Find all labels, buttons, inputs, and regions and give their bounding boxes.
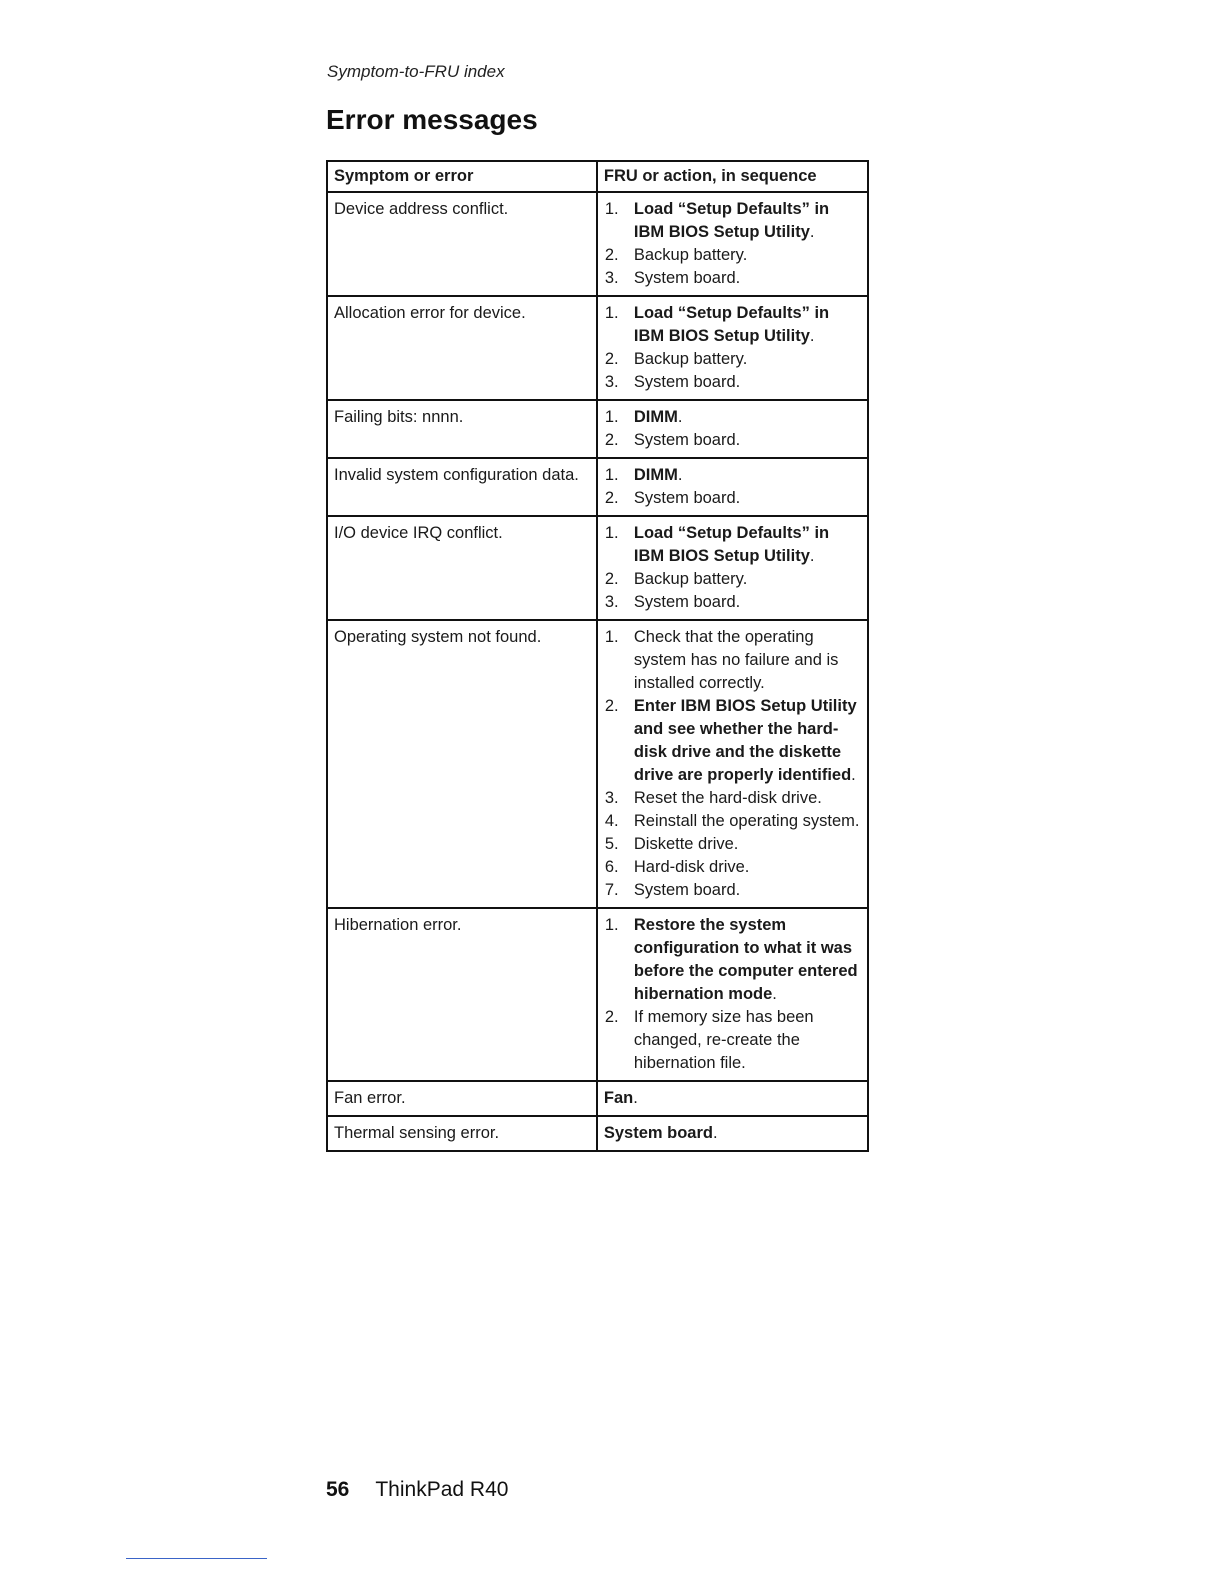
step-text: If memory size has been changed, re-create the hibernation file. — [633, 1008, 814, 1072]
step-text: System board. — [633, 431, 741, 449]
action-step — [604, 1006, 861, 1075]
action-text: Fan — [603, 1089, 634, 1107]
step-number: 7. — [604, 881, 619, 899]
product-name: ThinkPad R40 — [375, 1478, 509, 1501]
action-step — [604, 302, 861, 348]
action-tail: . — [712, 1124, 718, 1142]
action-text: System board — [603, 1124, 713, 1142]
step-text: Load “Setup Defaults” in IBM BIOS Setup Utility — [633, 304, 830, 345]
action-cell — [597, 400, 868, 458]
action-cell — [597, 908, 868, 1081]
step-text: System board. — [633, 593, 741, 611]
page-number: 56 — [326, 1478, 350, 1501]
step-text: DIMM — [633, 466, 678, 484]
step-number: 6. — [604, 858, 619, 876]
step-number: 3. — [604, 269, 619, 287]
action-tail: . — [633, 1089, 638, 1107]
action-cell — [597, 516, 868, 620]
table-row — [327, 908, 868, 1081]
symptom-cell: Thermal sensing error. — [327, 1116, 597, 1151]
symptom-cell: Device address conflict. — [327, 192, 597, 296]
action-steps — [604, 626, 861, 902]
step-number: 2. — [604, 246, 619, 264]
step-text: Backup battery. — [633, 246, 748, 264]
action-step — [604, 267, 861, 290]
table-row — [327, 458, 868, 516]
step-text: Enter IBM BIOS Setup Utility and see whether the hard-disk drive and the diskette drive are properly identified — [633, 697, 857, 784]
step-tail: . — [809, 327, 815, 345]
action-step — [604, 856, 861, 879]
step-number: 2. — [604, 489, 619, 507]
symptom-cell: Invalid system configuration data. — [327, 458, 597, 516]
column-header-symptom: Symptom or error — [327, 161, 597, 192]
step-number: 1. — [604, 524, 619, 542]
step-number: 1. — [604, 628, 619, 646]
table-body — [327, 192, 868, 1151]
symptom-cell: Operating system not found. — [327, 620, 597, 908]
step-number: 5. — [604, 835, 619, 853]
step-text: Reset the hard-disk drive. — [633, 789, 822, 807]
step-number: 2. — [604, 431, 619, 449]
action-cell — [597, 620, 868, 908]
step-number: 1. — [604, 200, 619, 218]
action-steps — [604, 302, 861, 394]
step-tail: . — [677, 408, 683, 426]
step-text: Load “Setup Defaults” in IBM BIOS Setup Utility — [633, 200, 830, 241]
action-step — [604, 487, 861, 510]
action-step — [604, 879, 861, 902]
action-steps — [604, 198, 861, 290]
action-step — [604, 626, 861, 695]
action-step — [604, 833, 861, 856]
symptom-cell: Fan error. — [327, 1081, 597, 1116]
step-tail: . — [809, 223, 815, 241]
symptom-cell: Failing bits: nnnn. — [327, 400, 597, 458]
step-number: 1. — [604, 916, 619, 934]
action-steps — [604, 406, 861, 452]
table-row — [327, 620, 868, 908]
action-steps — [604, 464, 861, 510]
action-steps — [604, 914, 861, 1075]
action-steps — [604, 522, 861, 614]
step-number: 4. — [604, 812, 619, 830]
action-cell — [597, 1116, 868, 1151]
step-text: Restore the system configuration to what it was before the computer entered hibernation mode — [633, 916, 858, 1003]
action-step — [604, 787, 861, 810]
bottom-rule — [126, 1558, 267, 1559]
step-number: 2. — [604, 697, 619, 715]
action-step — [604, 522, 861, 568]
error-messages-table — [326, 160, 869, 1152]
action-step — [604, 198, 861, 244]
action-step — [604, 464, 861, 487]
step-text: Backup battery. — [633, 570, 748, 588]
action-step — [604, 406, 861, 429]
symptom-cell: I/O device IRQ conflict. — [327, 516, 597, 620]
action-cell — [597, 1081, 868, 1116]
page-footer — [326, 1478, 508, 1502]
action-cell — [597, 458, 868, 516]
action-step — [604, 244, 861, 267]
step-text: DIMM — [633, 408, 678, 426]
action-step — [604, 591, 861, 614]
step-text: System board. — [633, 489, 741, 507]
table-row — [327, 192, 868, 296]
action-cell — [597, 192, 868, 296]
step-number: 2. — [604, 1008, 619, 1026]
step-text: Check that the operating system has no failure and is installed correctly. — [633, 628, 839, 692]
step-tail: . — [677, 466, 683, 484]
action-step — [604, 914, 861, 1006]
table-row — [327, 516, 868, 620]
step-number: 1. — [604, 304, 619, 322]
symptom-cell: Allocation error for device. — [327, 296, 597, 400]
step-text: Hard-disk drive. — [633, 858, 750, 876]
step-text: Load “Setup Defaults” in IBM BIOS Setup Utility — [633, 524, 830, 565]
table-row — [327, 296, 868, 400]
step-number: 3. — [604, 373, 619, 391]
action-step — [604, 810, 861, 833]
step-number: 1. — [604, 408, 619, 426]
step-number: 3. — [604, 593, 619, 611]
table-row — [327, 1081, 868, 1116]
step-text: System board. — [633, 881, 741, 899]
table-header-row — [327, 161, 868, 192]
step-text: System board. — [633, 373, 741, 391]
action-step — [604, 568, 861, 591]
action-step — [604, 371, 861, 394]
step-text: Reinstall the operating system. — [633, 812, 860, 830]
action-cell — [597, 296, 868, 400]
step-text: System board. — [633, 269, 741, 287]
running-head: Symptom-to-FRU index — [327, 62, 505, 81]
page-title: Error messages — [326, 104, 538, 135]
step-number: 3. — [604, 789, 619, 807]
action-step — [604, 695, 861, 787]
step-tail: . — [851, 766, 856, 784]
table-row — [327, 400, 868, 458]
action-step — [604, 348, 861, 371]
action-step — [604, 429, 861, 452]
step-number: 2. — [604, 350, 619, 368]
table-row — [327, 1116, 868, 1151]
step-number: 1. — [604, 466, 619, 484]
step-tail: . — [809, 547, 815, 565]
step-number: 2. — [604, 570, 619, 588]
column-header-action: FRU or action, in sequence — [597, 161, 868, 192]
step-text: Backup battery. — [633, 350, 748, 368]
step-text: Diskette drive. — [633, 835, 739, 853]
step-tail: . — [772, 985, 777, 1003]
symptom-cell: Hibernation error. — [327, 908, 597, 1081]
